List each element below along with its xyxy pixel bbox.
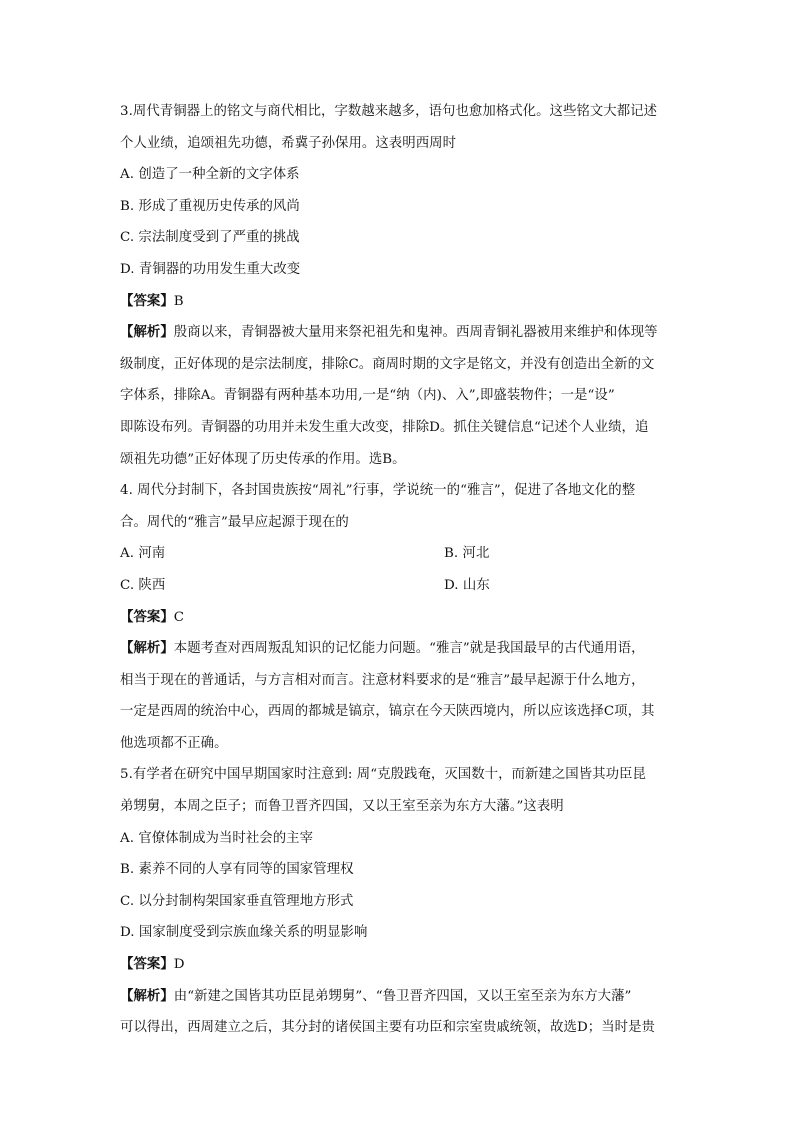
question-stem-line: 弟甥舅，本周之臣子；而鲁卫晋齐四国，又以王室至亲为东方大藩。”这表明 (120, 799, 564, 815)
analysis-line (120, 317, 680, 349)
analysis-label: 【解析】 (120, 987, 174, 1004)
option-a: A. 官僚体制成为当时社会的主宰 (120, 830, 314, 846)
option-d: D. 青铜器的功用发生重大改变 (120, 261, 301, 277)
answer-value: D (173, 957, 185, 973)
question-stem-line: 5.有学者在研究中国早期国家时注意到: 周“克殷践奄，灭国数十，而新建之国皆其功臣昆 (120, 767, 646, 783)
answer-line (120, 602, 680, 634)
question-3 (120, 96, 680, 475)
document-page (120, 96, 680, 1044)
option-row (120, 538, 680, 570)
option-d: D. 山东 (444, 577, 490, 593)
analysis-text: 殷商以来，青铜器被大量用来祭祀祖先和鬼神。西周青铜礼器被用来维护和体现等 (173, 325, 658, 341)
analysis-line: 字体系，排除A。青铜器有两种基本功用,一是“纳（内)、入”,即盛装物件；一是“设” (120, 388, 615, 404)
option-b: B. 素养不同的人享有同等的国家管理权 (120, 862, 354, 878)
analysis-line: 级制度，正好体现的是宗法制度，排除C。商周时期的文字是铭文，并没有创造出全新的文 (120, 356, 655, 372)
analysis-line: 可以得出，西周建立之后，其分封的诸侯国主要有功臣和宗室贵戚统领，故选D；当时是贵 (120, 1020, 655, 1036)
question-stem-line: 4. 周代分封制下，各封国贵族按“周礼”行事，学说统一的“雅言”，促进了各地文化的整 (120, 483, 636, 499)
analysis-line: 相当于现在的普通话，与方言相对而言。注意材料要求的是“雅言”最早起源于什么地方， (120, 672, 645, 688)
analysis-line: 一定是西周的统治中心，西周的都城是镐京，镐京在今天陕西境内，所以应该选择C项，其 (120, 704, 655, 720)
analysis-line: 颂祖先功德”正好体现了历史传承的作用。选B。 (120, 451, 406, 467)
analysis-line (120, 981, 680, 1013)
analysis-label: 【解析】 (120, 640, 174, 657)
option-b: B. 河北 (444, 546, 490, 562)
option-c: C. 陕西 (120, 577, 166, 593)
answer-line (120, 949, 680, 981)
analysis-text: 由“新建之国皆其功臣昆弟甥舅”、“鲁卫晋齐四国，又以王室至亲为东方大藩” (173, 988, 632, 1004)
option-row (120, 570, 680, 602)
answer-label: 【答案】 (120, 608, 174, 625)
option-d: D. 国家制度受到宗族血缘关系的明显影响 (120, 925, 368, 941)
question-4 (120, 475, 680, 759)
question-stem-line: 3.周代青铜器上的铭文与商代相比，字数越来越多，语句也愈加格式化。这些铭文大都记述 (120, 104, 658, 119)
analysis-label: 【解析】 (120, 324, 174, 341)
option-a: A. 河南 (120, 546, 166, 562)
option-b: B. 形成了重视历史传承的风尚 (120, 198, 300, 214)
question-stem-line: 合。周代的“雅言”最早应起源于现在的 (120, 514, 349, 530)
answer-label: 【答案】 (120, 292, 174, 309)
option-a: A. 创造了一种全新的文字体系 (120, 167, 300, 183)
analysis-text: 本题考查对西周叛乱知识的记忆能力问题。“雅言”就是我国最早的古代通用语， (173, 641, 645, 657)
answer-value: C (173, 609, 185, 625)
option-c: C. 以分封制构架国家垂直管理地方形式 (120, 893, 354, 909)
analysis-line: 他选项都不正确。 (120, 735, 228, 751)
analysis-line: 即陈设布列。青铜器的功用并未发生重大改变，排除D。抓住关键信息“记述个人业绩，追 (120, 419, 649, 435)
analysis-line (120, 633, 680, 665)
question-stem-line: 个人业绩，追颂祖先功德，希冀子孙保用。这表明西周时 (120, 135, 457, 151)
answer-value: B (173, 293, 184, 309)
answer-label: 【答案】 (120, 956, 174, 973)
option-c: C. 宗法制度受到了严重的挑战 (120, 230, 300, 246)
answer-line (120, 286, 680, 318)
question-5 (120, 759, 680, 1043)
